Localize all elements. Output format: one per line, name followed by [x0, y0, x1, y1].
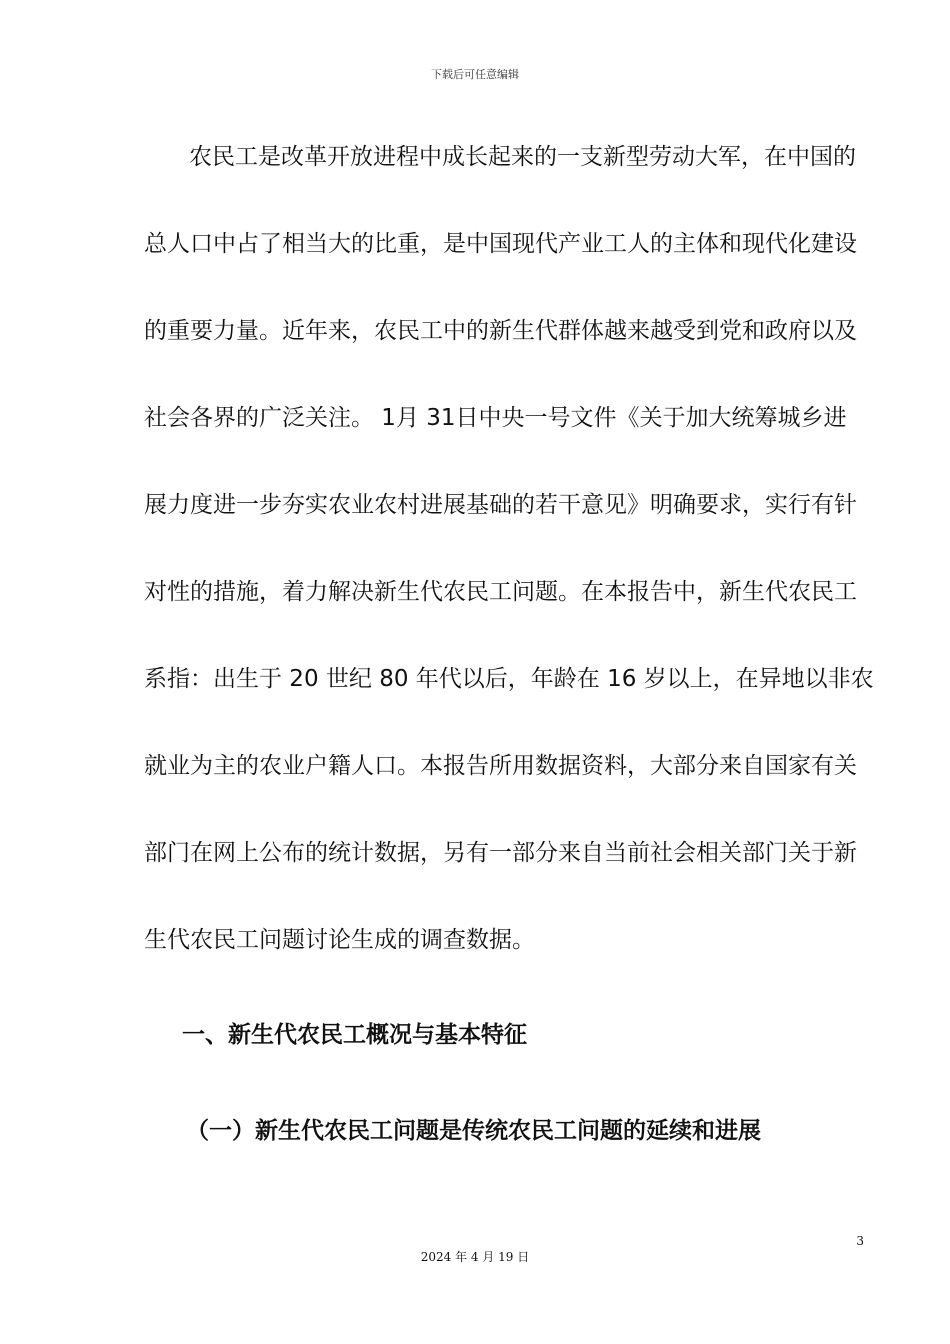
page-number: 3: [856, 1234, 864, 1248]
paragraph-line-1: 农民工是改革开放进程中成长起来的一支新型劳动大军，在中国的: [189, 144, 856, 170]
paragraph-line-4: 社会各界的广泛关注。 1月 31日中央一号文件《关于加大统筹城乡进: [144, 405, 847, 431]
footer-date: 2024 年 4 月 19 日: [420, 1250, 530, 1264]
subsection-heading: （一）新生代农民工问题是传统农民工问题的延续和进展: [186, 1118, 761, 1144]
header-note: 下载后可任意编辑: [431, 68, 519, 81]
paragraph-line-7: 系指：出生于 20 世纪 80 年代以后，年龄在 16 岁以上，在异地以非农: [144, 666, 874, 692]
paragraph-line-8: 就业为主的农业户籍人口。本报告所用数据资料，大部分来自国家有关: [144, 753, 857, 779]
paragraph-line-3: 的重要力量。近年来，农民工中的新生代群体越来越受到党和政府以及: [144, 318, 857, 344]
paragraph-line-6: 对性的措施，着力解决新生代农民工问题。在本报告中，新生代农民工: [144, 579, 857, 605]
paragraph-line-9: 部门在网上公布的统计数据，另有一部分来自当前社会相关部门关于新: [144, 840, 857, 866]
paragraph-line-5: 展力度进一步夯实农业农村进展基础的若干意见》明确要求，实行有针: [144, 492, 857, 518]
paragraph-line-10: 生代农民工问题讨论生成的调查数据。: [144, 927, 535, 953]
section-heading: 一、新生代农民工概况与基本特征: [182, 1022, 527, 1048]
paragraph-line-2: 总人口中占了相当大的比重，是中国现代产业工人的主体和现代化建设: [144, 231, 857, 257]
